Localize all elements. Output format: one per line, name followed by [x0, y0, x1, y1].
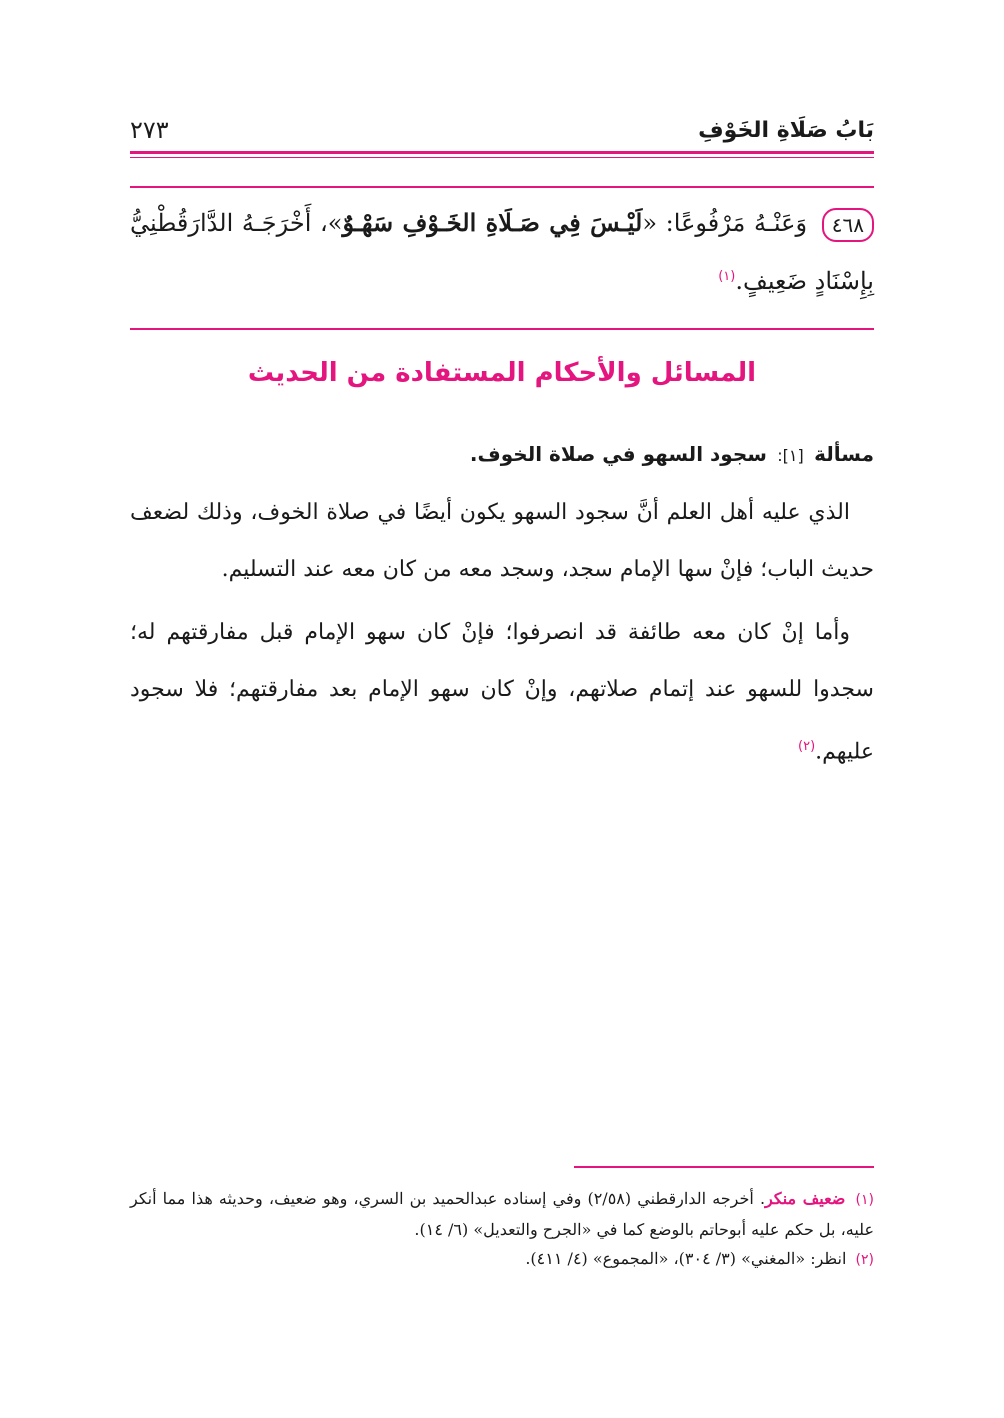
header-rule-thick — [130, 151, 874, 154]
hadith-intro: وَعَنْـهُ مَرْفُوعًا: « — [642, 209, 808, 237]
footnote-item — [130, 1184, 874, 1244]
chapter-title: بَابُ صَلَاةِ الخَوْفِ — [698, 117, 874, 143]
hadith-quote: لَيْـسَ فِي صَـلَاةِ الخَـوْفِ سَهْـوٌ — [342, 208, 643, 237]
footnote-ref: (١) — [718, 269, 736, 284]
masala-label: مسألة — [814, 442, 874, 466]
paragraph-text: وأما إنْ كان معه طائفة قد انصرفوا؛ فإنْ كان سهو الإمام قبل مفارقتهم له؛ سجدوا للسهو عند إتمام صلاتهم، وإنْ كان سهو الإمام بعد مفارقتهم؛ فلا سجود عليهم. — [130, 620, 874, 765]
footnote-ref: (٢) — [798, 739, 816, 754]
paragraph — [130, 484, 874, 598]
footnote-text: . أخرجه الدارقطني (٢/٥٨) وفي إسناده عبدالحميد بن السري، وهو ضعيف، وحديثه هذا مما أنكر عليه، بل حكم عليه أبوحاتم بالوضع كما في «الجرح والتعديل» (٦/ ١٤). — [130, 1189, 874, 1239]
masala-topic: سجود السهو في صلاة الخوف. — [469, 442, 767, 466]
running-header — [130, 112, 874, 148]
page-number: ٢٧٣ — [130, 116, 169, 144]
body-text — [130, 432, 874, 786]
hadith-text — [130, 196, 874, 308]
hadith-top-rule — [130, 186, 874, 188]
footnote-number: (١) — [855, 1192, 874, 1208]
footnote-grade: ضعيف منكر — [765, 1189, 846, 1208]
footnotes — [130, 1184, 874, 1275]
masala-heading — [130, 432, 874, 478]
header-rule-thin — [130, 157, 874, 158]
paragraph-text: الذي عليه أهل العلم أنَّ سجود السهو يكون أيضًا في صلاة الخوف، وذلك لضعف حديث الباب؛ فإنْ سها الإمام سجد، وسجد معه من كان معه عند التسليم. — [130, 500, 874, 582]
footnote-text: انظر: «المغني» (٣/ ٣٠٤)، «المجموع» (٤/ ٤١١). — [525, 1249, 847, 1268]
footnote-number: (٢) — [855, 1252, 874, 1268]
footnote-item — [130, 1244, 874, 1275]
footnote-separator — [574, 1166, 874, 1168]
hadith-outro: »، أَخْرَجَـهُ الدَّارَقُطْنِيُّ بِإِسْنَادٍ ضَعِيفٍ. — [130, 209, 874, 295]
masala-number: [١]: — [777, 446, 804, 465]
hadith-bottom-rule — [130, 328, 874, 330]
paragraph — [130, 604, 874, 780]
section-heading: المسائل والأحكام المستفادة من الحديث — [247, 358, 757, 388]
hadith-number-badge: ٤٦٨ — [822, 208, 874, 242]
